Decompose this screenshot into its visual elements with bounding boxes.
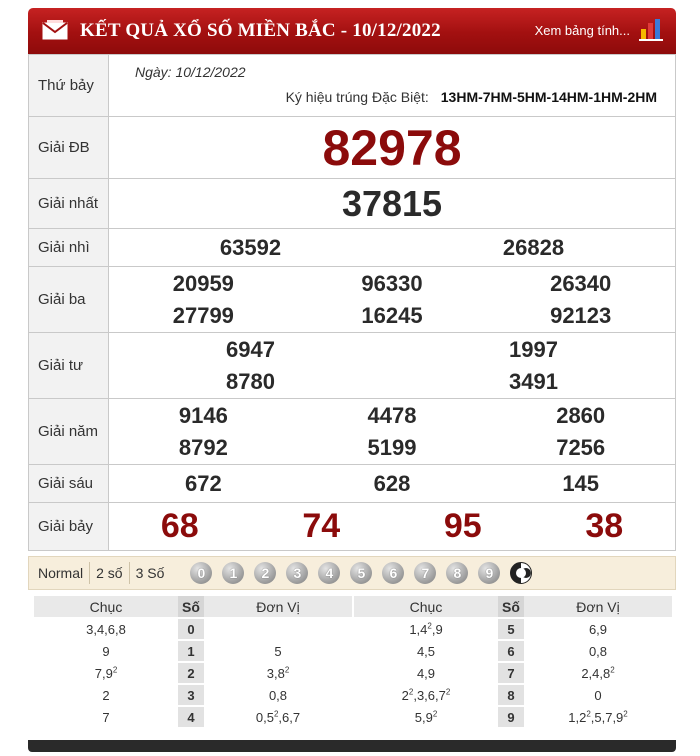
chuc-text: ,3,6,7 — [413, 687, 446, 703]
table-row — [34, 618, 352, 640]
chuc-cell — [354, 640, 498, 662]
prize-label-g3: Giải ba — [29, 267, 109, 333]
chuc-cell — [34, 684, 178, 706]
so-cell: 3 — [178, 684, 204, 706]
donvi-cell — [204, 706, 352, 728]
so-cell: 4 — [178, 706, 204, 728]
table-row — [354, 618, 672, 640]
draw-date: Ngày: 10/12/2022 — [135, 64, 246, 80]
header-chuc: Chục — [354, 596, 498, 618]
prize-number: 3491 — [509, 368, 558, 394]
chuc-sup: 2 — [445, 687, 451, 697]
donvi-text: 6,9 — [588, 621, 608, 637]
chuc-text: 4,5 — [416, 643, 436, 659]
digit-ball[interactable]: 4 — [318, 562, 340, 584]
chuc-cell — [354, 618, 498, 640]
donvi-text: ,6,7 — [278, 709, 301, 725]
donvi-text: 0,8 — [588, 643, 608, 659]
prize-number: 20959 — [172, 270, 234, 296]
chuc-text: 7,9 — [94, 665, 113, 681]
digit-ball[interactable]: 2 — [254, 562, 276, 584]
so-cell: 0 — [178, 618, 204, 640]
digit-ball[interactable]: 3 — [286, 562, 308, 584]
chuc-sup: 2 — [432, 709, 438, 719]
special-code-label: Ký hiệu trúng Đặc Biệt: — [285, 89, 429, 105]
donvi-cell — [204, 662, 352, 684]
prize-g4 — [109, 333, 676, 399]
donvi-cell — [524, 618, 672, 640]
prize-number: 8792 — [178, 434, 228, 460]
prize-label-g1: Giải nhất — [29, 179, 109, 229]
chuc-cell — [34, 618, 178, 640]
prize-label-db: Giải ĐB — [29, 117, 109, 179]
header-so: Số — [178, 596, 204, 618]
results-panel — [28, 8, 676, 752]
prize-number: 6947 — [226, 336, 275, 362]
digit-ball[interactable]: 1 — [222, 562, 244, 584]
donvi-sup: 2 — [623, 709, 628, 719]
prize-label-g2: Giải nhì — [29, 229, 109, 267]
donvi-sup: 2 — [586, 709, 591, 719]
prize-g6 — [109, 465, 676, 503]
digit-ball[interactable]: 6 — [382, 562, 404, 584]
so-cell: 2 — [178, 662, 204, 684]
chuc-text: 7 — [102, 709, 110, 725]
chuc-text: 9 — [102, 643, 110, 659]
table-row — [354, 640, 672, 662]
prize-db — [109, 117, 676, 179]
so-cell: 1 — [178, 640, 204, 662]
normal-button[interactable]: Normal — [32, 562, 90, 584]
prize-number: 1997 — [509, 336, 558, 362]
so-cell: 7 — [498, 662, 524, 684]
chuc-cell — [34, 706, 178, 728]
prize-g3 — [109, 267, 676, 333]
donvi-cell — [524, 640, 672, 662]
yin-yang-icon[interactable] — [510, 562, 532, 584]
digit-ball[interactable]: 0 — [190, 562, 212, 584]
prize-g5 — [109, 399, 676, 465]
prize-label-g6: Giải sáu — [29, 465, 109, 503]
donvi-text: 1,2 — [568, 709, 587, 725]
bottom-bar — [28, 740, 676, 752]
chuc-cell — [354, 684, 498, 706]
chuc-text: 2 — [401, 687, 409, 703]
donvi-sup: 2 — [284, 665, 290, 675]
chuc-text: 3,4,6,8 — [86, 621, 126, 637]
prize-number: 145 — [562, 470, 600, 496]
so-cell: 9 — [498, 706, 524, 728]
donvi-sup: 2 — [610, 665, 615, 675]
prize-number: 38 — [585, 507, 624, 545]
prize-number: 672 — [184, 470, 222, 496]
chuc-cell — [34, 662, 178, 684]
chuc-text: 1,4 — [409, 621, 428, 637]
prize-number: 27799 — [172, 302, 234, 328]
donvi-sup: 2 — [273, 709, 279, 719]
header-donvi: Đơn Vị — [524, 596, 672, 618]
header-chuc: Chục — [34, 596, 178, 618]
mail-icon — [42, 20, 68, 40]
prize-number: 7256 — [556, 434, 606, 460]
three-digit-button[interactable]: 3 Số — [135, 565, 165, 581]
page-title: KẾT QUẢ XỔ SỐ MIỀN BẮC - 10/12/2022 — [80, 20, 441, 41]
table-row — [34, 706, 352, 728]
so-cell: 6 — [498, 640, 524, 662]
info-cell — [109, 55, 676, 117]
donvi-cell — [524, 706, 672, 728]
table-row — [34, 640, 352, 662]
prize-g7 — [109, 503, 676, 551]
donvi-text: 2,4,8 — [581, 665, 611, 681]
prize-g1 — [109, 179, 676, 229]
prize-number: 8780 — [226, 368, 275, 394]
prize-number: 95 — [443, 507, 482, 545]
table-row — [354, 706, 672, 728]
bar-chart-icon[interactable] — [638, 17, 664, 41]
prize-number: 5199 — [367, 434, 417, 460]
chuc-cell — [34, 640, 178, 662]
prize-number: 68 — [160, 507, 199, 545]
results-table — [28, 54, 676, 551]
header-donvi: Đơn Vị — [204, 596, 352, 618]
donvi-cell — [524, 662, 672, 684]
prize-label-g4: Giải tư — [29, 333, 109, 399]
donvi-text: 5 — [274, 643, 282, 659]
prize-number: 96330 — [361, 270, 423, 296]
chuc-sup: 2 — [427, 621, 432, 631]
digit-ball[interactable]: 9 — [478, 562, 500, 584]
donvi-cell — [204, 684, 352, 706]
special-code-value: 13HM-7HM-5HM-14HM-1HM-2HM — [440, 89, 657, 105]
prize-number: 26828 — [502, 234, 565, 260]
digit-ball[interactable]: 5 — [350, 562, 372, 584]
header-so: Số — [498, 596, 524, 618]
prize-number: 628 — [373, 470, 411, 496]
donvi-text: 0 — [594, 687, 602, 703]
table-row — [34, 684, 352, 706]
prize-label-g5: Giải năm — [29, 399, 109, 465]
chuc-text: 5,9 — [414, 709, 433, 725]
chuc-text: 4,9 — [416, 665, 436, 681]
prize-number: 63592 — [219, 234, 282, 260]
digit-ball[interactable]: 8 — [446, 562, 468, 584]
donvi-text: 0,5 — [255, 709, 274, 725]
weekday-label: Thứ bảy — [29, 55, 109, 117]
table-row — [354, 684, 672, 706]
prize-number: 37815 — [341, 182, 443, 224]
loto-table-left — [34, 596, 352, 729]
chuc-sup: 2 — [408, 687, 414, 697]
prize-g2 — [109, 229, 676, 267]
digit-balls — [190, 562, 532, 584]
so-cell: 8 — [498, 684, 524, 706]
chuc-sup: 2 — [112, 665, 118, 675]
prize-number: 9146 — [178, 402, 228, 428]
prize-number: 82978 — [322, 119, 462, 176]
prize-label-g7: Giải bảy — [29, 503, 109, 551]
two-digit-button[interactable]: 2 số — [90, 562, 129, 584]
digit-ball[interactable]: 7 — [414, 562, 436, 584]
donvi-text: 3,8 — [266, 665, 285, 681]
header-bar — [28, 8, 676, 54]
donvi-text: ,5,7,9 — [590, 709, 624, 725]
table-row — [354, 662, 672, 684]
loto-table-right — [354, 596, 672, 729]
donvi-cell — [204, 618, 352, 640]
prize-number: 2860 — [556, 402, 606, 428]
chuc-text: ,9 — [431, 621, 443, 637]
special-code — [286, 89, 657, 105]
prize-number: 4478 — [367, 402, 417, 428]
donvi-text: 0,8 — [268, 687, 288, 703]
view-table-link[interactable]: Xem bảng tính... — [534, 23, 630, 38]
chuc-cell — [354, 706, 498, 728]
donvi-cell — [524, 684, 672, 706]
prize-number: 16245 — [361, 302, 423, 328]
prize-number: 74 — [302, 507, 341, 545]
prize-number: 26340 — [550, 270, 612, 296]
chuc-text: 2 — [102, 687, 110, 703]
display-toolbar — [28, 556, 676, 590]
donvi-cell — [204, 640, 352, 662]
prize-number: 92123 — [550, 302, 612, 328]
so-cell: 5 — [498, 618, 524, 640]
chuc-cell — [354, 662, 498, 684]
table-row — [34, 662, 352, 684]
